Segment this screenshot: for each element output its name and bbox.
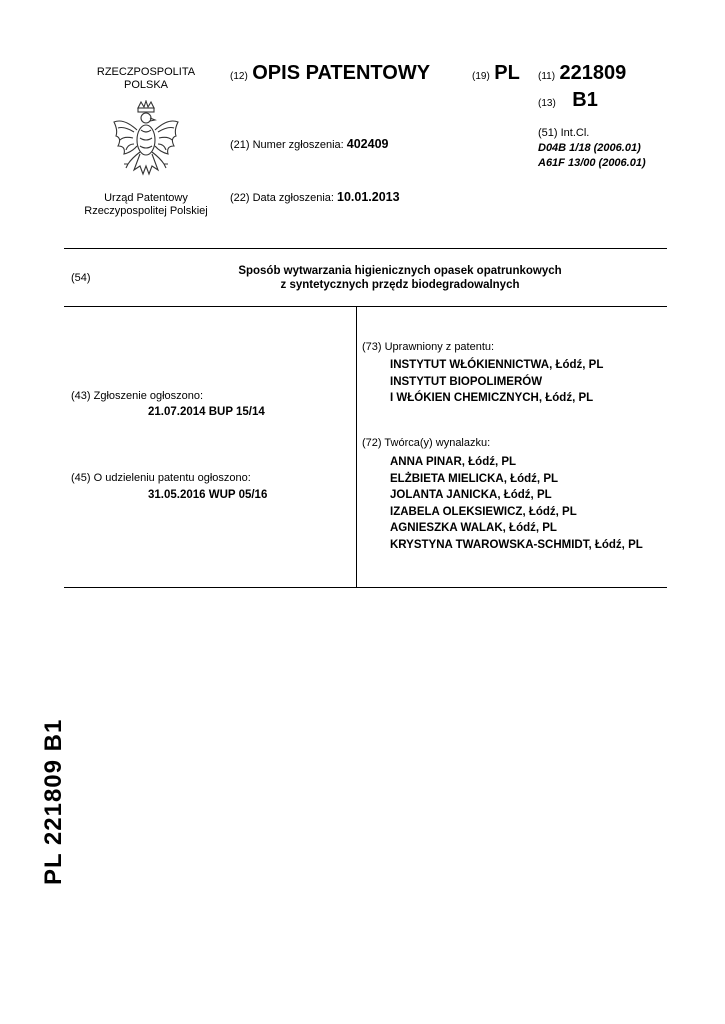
divider-middle xyxy=(64,306,667,307)
title-line1: Sposób wytwarzania higienicznych opasek opatrunkowych xyxy=(238,265,562,277)
title-line2: z syntetycznych przędz biodegradowalnych xyxy=(280,279,520,291)
column-divider xyxy=(356,306,357,587)
grant-value: 31.05.2016 WUP 05/16 xyxy=(148,489,268,501)
doc-title: OPIS PATENTOWY xyxy=(252,62,431,84)
inventor-item: KRYSTYNA TWAROWSKA-SCHMIDT, Łódź, PL xyxy=(390,538,643,551)
inventor-item: ANNA PINAR, Łódź, PL xyxy=(390,456,517,468)
inventors-list xyxy=(390,454,643,553)
grant-label: (45) O udzieleniu patentu ogłoszono: xyxy=(71,472,251,484)
country-code-row xyxy=(472,62,520,85)
holder-item: INSTYTUT BIOPOLIMERÓW xyxy=(390,375,543,388)
application-number-row xyxy=(230,137,389,151)
holder-item: I WŁÓKIEN CHEMICZNYCH, Łódź, PL xyxy=(390,392,594,404)
holder-item: INSTYTUT WŁÓKIENNICTWA, Łódź, PL xyxy=(390,359,604,371)
eagle-emblem-icon xyxy=(108,100,184,186)
code-12: (12) xyxy=(230,71,248,82)
code-19: (19) xyxy=(472,71,490,82)
side-patent-id: PL 221809 B1 xyxy=(40,718,67,885)
application-number: 402409 xyxy=(346,137,389,151)
int-cl-block xyxy=(538,126,646,171)
office-line2: Rzeczypospolitej Polskiej xyxy=(84,205,208,217)
doc-title-row xyxy=(230,62,430,85)
application-date-row xyxy=(230,190,400,204)
code-13: (13) xyxy=(538,98,556,109)
holders-label: (73) Uprawniony z patentu: xyxy=(362,341,495,353)
holders-list xyxy=(390,357,603,407)
kind-code: B1 xyxy=(572,89,598,111)
country-line1: RZECZPOSPOLITA xyxy=(96,66,196,78)
int-cl-2: A61F 13/00 (2006.01) xyxy=(538,157,646,169)
code-11: (11) xyxy=(538,71,556,82)
inventor-item: IZABELA OLEKSIEWICZ, Łódź, PL xyxy=(390,505,577,518)
office-line1: Urząd Patentowy xyxy=(104,192,188,204)
patent-office-name xyxy=(76,192,216,218)
invention-title xyxy=(120,264,680,292)
application-number-label: (21) Numer zgłoszenia: xyxy=(230,139,344,151)
patent-number: 221809 xyxy=(559,62,627,84)
divider-top xyxy=(64,248,667,249)
application-date: 10.01.2013 xyxy=(337,190,400,204)
kind-code-row xyxy=(538,89,598,112)
inventor-item: ELŻBIETA MIELICKA, Łódź, PL xyxy=(390,472,559,485)
patent-number-row xyxy=(538,62,626,85)
country-line2: POLSKA xyxy=(123,79,169,91)
int-cl-1: D04B 1/18 (2006.01) xyxy=(538,142,641,154)
publication-label: (43) Zgłoszenie ogłoszono: xyxy=(71,390,204,402)
divider-bottom xyxy=(64,587,667,588)
title-code: (54) xyxy=(71,272,91,284)
country-code: PL xyxy=(494,62,520,84)
application-date-label: (22) Data zgłoszenia: xyxy=(230,192,334,204)
inventor-item: JOLANTA JANICKA, Łódź, PL xyxy=(390,489,552,501)
inventor-item: AGNIESZKA WALAK, Łódź, PL xyxy=(390,522,557,534)
inventors-label: (72) Twórca(y) wynalazku: xyxy=(362,437,491,449)
int-cl-label: (51) Int.Cl. xyxy=(538,127,590,139)
country-name xyxy=(86,66,206,92)
publication-value: 21.07.2014 BUP 15/14 xyxy=(148,406,265,418)
